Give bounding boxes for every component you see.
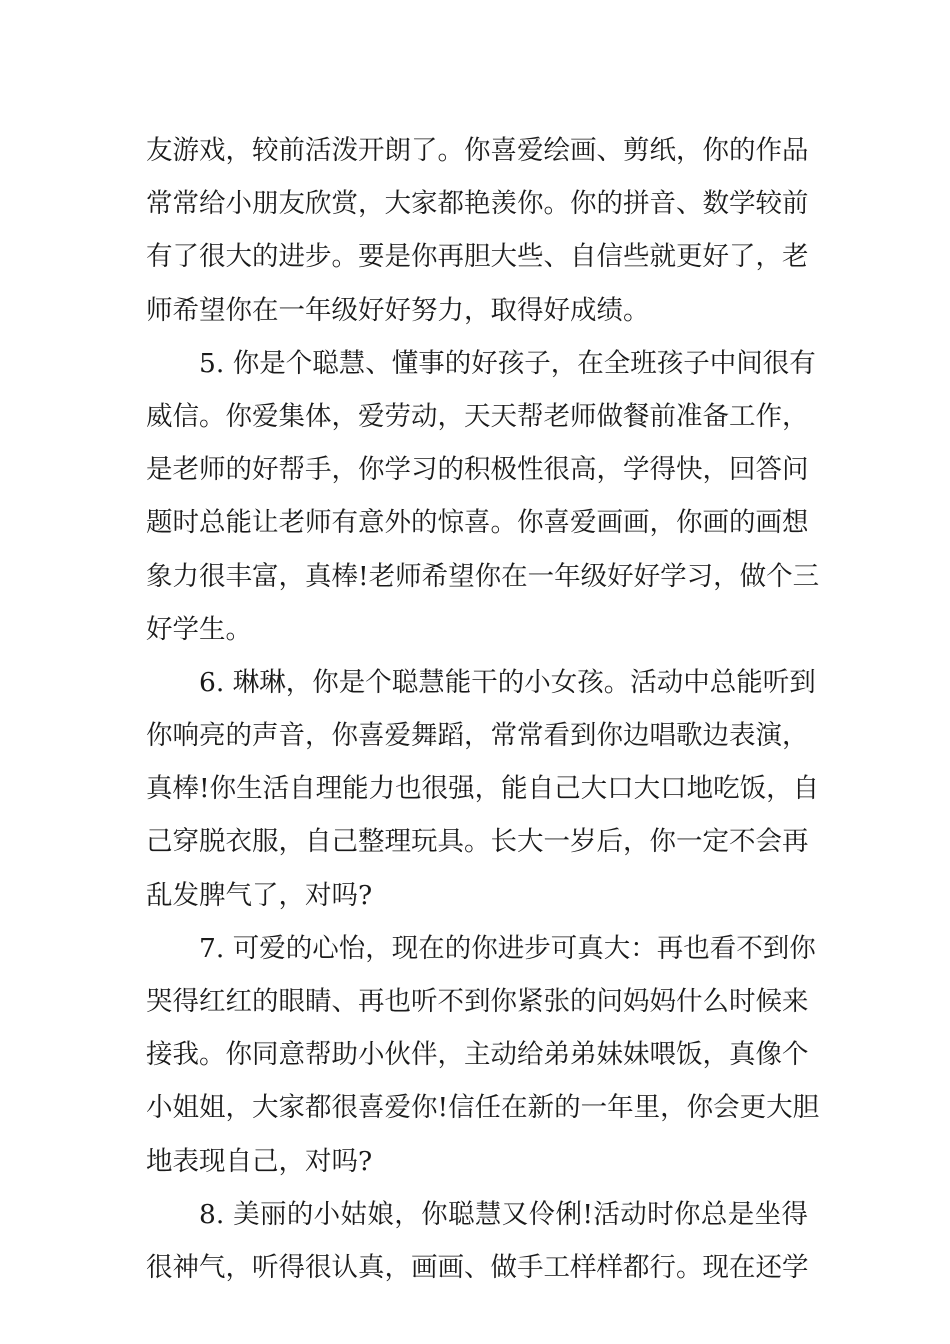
text-line: 哭得红红的眼睛、再也听不到你紧张的问妈妈什么时候来 [146, 986, 809, 1017]
paragraph-item-5 [146, 337, 820, 656]
text-line: 友游戏，较前活泼开朗了。你喜爱绘画、剪纸，你的作品 [146, 135, 809, 166]
text-line: 5. 你是个聪慧、懂事的好孩子，在全班孩子中间很有 [199, 347, 816, 379]
text-line: 题时总能让老师有意外的惊喜。你喜爱画画，你画的画想 [146, 507, 809, 539]
paragraph-item-8 [146, 1188, 808, 1294]
text-line: 8. 美丽的小姑娘，你聪慧又伶俐!活动时你总是坐得 [199, 1198, 808, 1230]
text-line: 接我。你同意帮助小伙伴，主动给弟弟妹妹喂饭，真像个 [146, 1039, 809, 1071]
text-line: 师希望你在一年级好好努力，取得好成绩。 [146, 294, 650, 326]
paragraph-item-7 [146, 922, 820, 1188]
document-body [146, 124, 820, 1294]
text-line: 是老师的好帮手，你学习的积极性很高，学得快，回答问 [146, 454, 809, 486]
text-line: 6. 琳琳，你是个聪慧能干的小女孩。活动中总能听到 [199, 666, 816, 698]
text-line: 真棒!你生活自理能力也很强，能自己大口大口地吃饭，自 [146, 773, 820, 805]
text-line: 很神气，听得很认真，画画、做手工样样都行。现在还学 [146, 1251, 809, 1283]
text-line: 好学生。 [146, 613, 252, 645]
text-line: 有了很大的进步。要是你再胆大些、自信些就更好了，老 [146, 241, 809, 273]
paragraph-continued [146, 124, 808, 337]
text-line: 威信。你爱集体，爱劳动，天天帮老师做餐前准备工作， [146, 400, 809, 432]
text-line: 己穿脱衣服，自己整理玩具。长大一岁后，你一定不会再 [146, 826, 809, 858]
text-line: 象力很丰富，真棒!老师希望你在一年级好好学习，做个三 [146, 560, 820, 592]
text-line: 常常给小朋友欣赏，大家都艳羡你。你的拼音、数学较前 [146, 188, 809, 220]
text-line: 小姐姐，大家都很喜爱你!信任在新的一年里，你会更大胆 [146, 1092, 820, 1124]
text-line: 7. 可爱的心怡，现在的你进步可真大：再也看不到你 [199, 932, 816, 964]
paragraph-item-6 [146, 656, 820, 922]
text-line: 乱发脾气了，对吗? [146, 879, 373, 911]
text-line: 你响亮的声音，你喜爱舞蹈，常常看到你边唱歌边表演， [146, 720, 809, 752]
text-line: 地表现自己，对吗? [146, 1145, 373, 1177]
